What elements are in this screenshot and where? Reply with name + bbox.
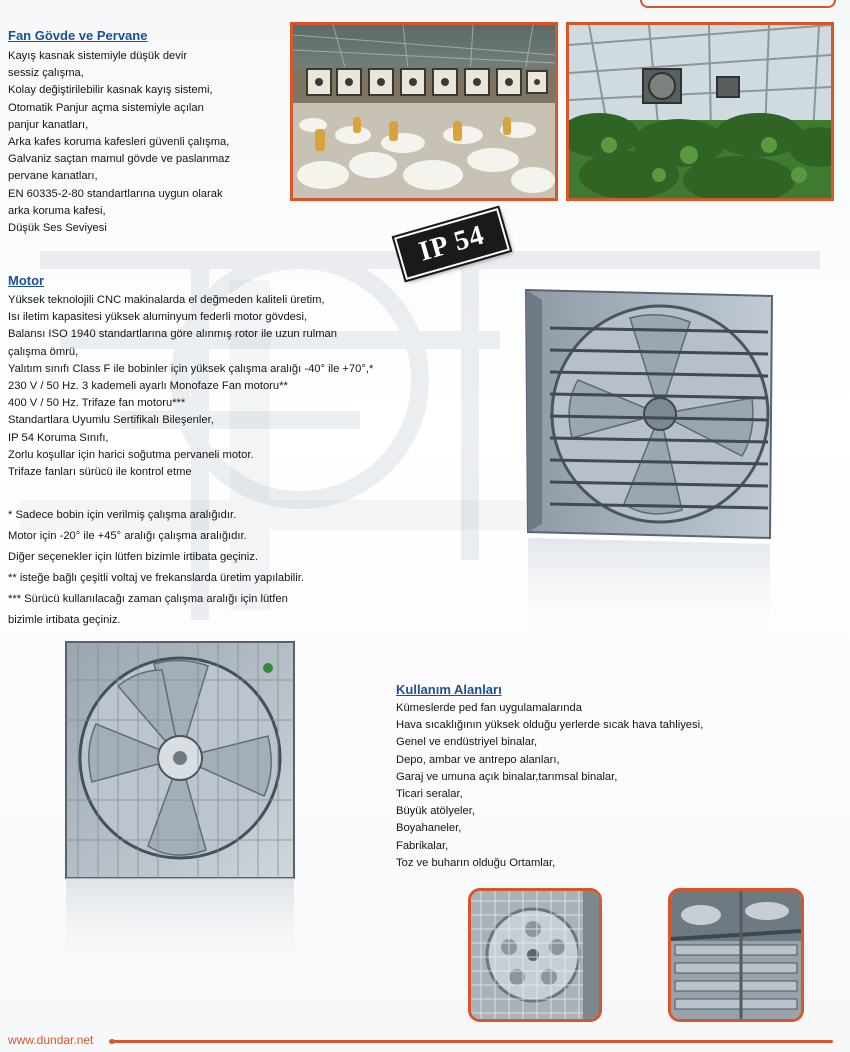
usage-line: Toz ve buharın olduğu Ortamlar, bbox=[396, 856, 556, 869]
usage-line: Boyahaneler, bbox=[396, 822, 462, 835]
fan-body-line: Düşük Ses Seviyesi bbox=[8, 222, 107, 235]
fan-body-list bbox=[8, 48, 230, 237]
photo-poultry-house bbox=[290, 22, 558, 201]
fan-body-line: Otomatik Panjur açma sistemiyle açılan bbox=[8, 101, 204, 114]
usage-line: Kümeslerde ped fan uygulamalarında bbox=[396, 702, 582, 714]
fan-body-line: Arka kafes koruma kafesleri güvenli çalışma, bbox=[8, 136, 230, 149]
usage-title: Kullanım Alanları bbox=[396, 682, 502, 697]
motor-list bbox=[8, 292, 373, 481]
motor-note: ** isteğe bağlı çeşitli voltaj ve frekanslarda üretim yapılabilir. bbox=[8, 572, 304, 584]
usage-line: Genel ve endüstriyel binalar, bbox=[396, 736, 538, 749]
photo-fan-cage-detail bbox=[468, 888, 602, 1022]
motor-line: 400 V / 50 Hz. Trifaze fan motoru*** bbox=[8, 397, 186, 410]
motor-notes bbox=[8, 505, 304, 631]
fan-body-line: sessiz çalışma, bbox=[8, 67, 84, 80]
footer-divider bbox=[113, 1040, 833, 1043]
usage-list bbox=[396, 700, 703, 872]
fan-body-line: Galvaniz saçtan mamul gövde ve paslanmaz bbox=[8, 153, 230, 166]
usage-line: Ticari seralar, bbox=[396, 788, 463, 801]
motor-line: 230 V / 50 Hz. 3 kademeli ayarlı Monofaze Fan motoru** bbox=[8, 380, 288, 393]
motor-line: Standartlara Uyumlu Sertifikalı Bileşenler, bbox=[8, 414, 214, 427]
motor-note: Motor için -20° ile +45° aralığı çalışma aralığıdır. bbox=[8, 530, 247, 542]
photo-fan-louver-detail bbox=[668, 888, 804, 1022]
motor-note: bizimle irtibata geçiniz. bbox=[8, 614, 121, 626]
usage-line: Depo, ambar ve antrepo alanları, bbox=[396, 753, 560, 766]
usage-line: Fabrikalar, bbox=[396, 839, 449, 852]
motor-line: Trifaze fanları sürücü ile kontrol etme bbox=[8, 466, 192, 479]
photo-greenhouse bbox=[566, 22, 834, 201]
fan-body-line: pervane kanatları, bbox=[8, 170, 98, 183]
header-bracket-decoration bbox=[640, 0, 836, 8]
motor-line: çalışma ömrü, bbox=[8, 345, 79, 358]
motor-line: Isı iletim kapasitesi yüksek aluminyum federli motor gövdesi, bbox=[8, 311, 308, 324]
motor-line: Balansı ISO 1940 standartlarına göre alınmış rotor ile uzun rulman bbox=[8, 328, 337, 341]
fan-body-line: panjur kanatları, bbox=[8, 118, 89, 131]
ip54-badge: IP 54 bbox=[394, 208, 510, 280]
motor-note: *** Sürücü kullanılacağı zaman çalışma aralığı için lütfen bbox=[8, 593, 288, 605]
footer-website-link[interactable]: www.dundar.net bbox=[8, 1033, 94, 1047]
motor-note: * Sadece bobin için verilmiş çalışma aralığıdır. bbox=[8, 509, 237, 521]
motor-line: Yüksek teknolojili CNC makinalarda el değmeden kaliteli üretim, bbox=[8, 294, 325, 306]
usage-line: Hava sıcaklığının yüksek olduğu yerlerde sıcak hava tahliyesi, bbox=[396, 719, 704, 732]
fan-body-line: Kayış kasnak sistemiyle düşük devir bbox=[8, 50, 188, 62]
usage-line: Garaj ve umuna açık binalar,tarımsal binalar, bbox=[396, 770, 618, 783]
usage-line: Büyük atölyeler, bbox=[396, 805, 475, 818]
motor-line: Zorlu koşullar için harici soğutma pervaneli motor. bbox=[8, 448, 254, 461]
motor-line: Yalıtım sınıfı Class F ile bobinler için yüksek çalışma aralığı -40° ile +70°,* bbox=[8, 362, 374, 375]
fan-body-line: EN 60335-2-80 standartlarına uygun olarak bbox=[8, 187, 223, 200]
photo-box-fan-large bbox=[520, 288, 775, 648]
motor-note: Diğer seçenekler için lütfen bizimle irtibata geçiniz. bbox=[8, 551, 258, 563]
motor-title: Motor bbox=[8, 273, 45, 288]
fan-body-title: Fan Gövde ve Pervane bbox=[8, 28, 148, 43]
motor-line: IP 54 Koruma Sınıfı, bbox=[8, 431, 109, 444]
photo-box-fan-front bbox=[58, 640, 298, 980]
fan-body-line: Kolay değiştirilebilir kasnak kayış sistemi, bbox=[8, 84, 213, 97]
fan-body-line: arka koruma kafesi, bbox=[8, 204, 106, 217]
